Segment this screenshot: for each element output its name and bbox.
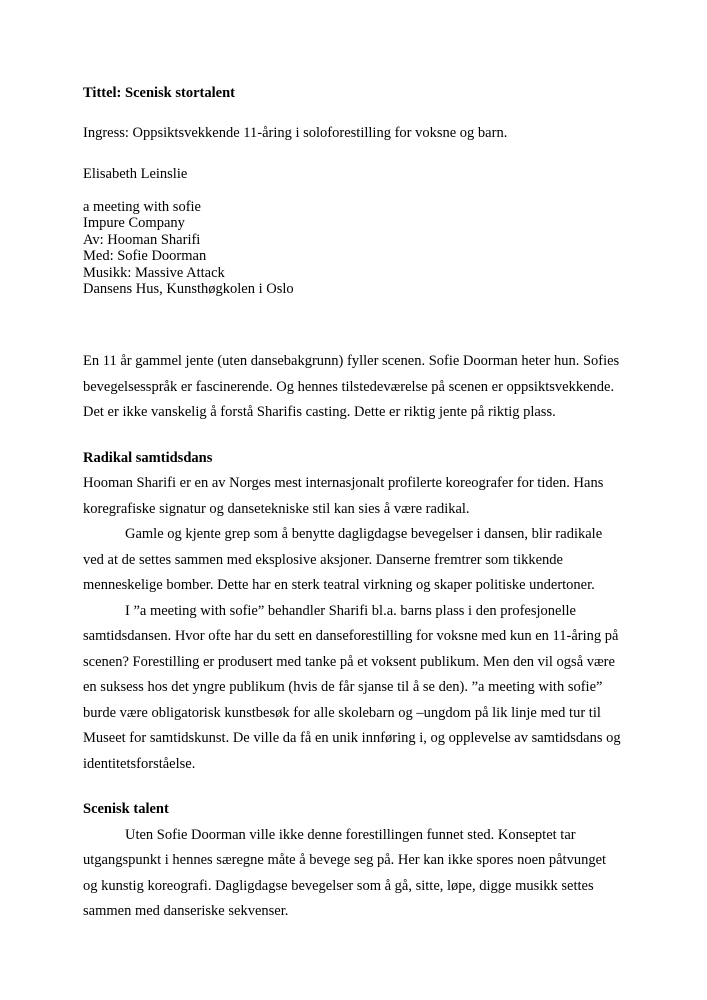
- credit-line-choreographer: Av: Hooman Sharifi: [83, 231, 201, 248]
- paragraph: Gamle og kjente grep som å benytte dagligdagse bevegelser i dansen, blir radikale ved at de settes sammen med eksplosive aksjoner. Danserne fremtrer som tikkende menneskelige bomber. Dette har en sterk teatral virkning og skaper politiske undertoner.: [83, 526, 603, 594]
- document-title: Tittel: Scenisk stortalent: [83, 85, 235, 101]
- credit-line-music: Musikk: Massive Attack: [83, 264, 225, 281]
- author-byline: Elisabeth Leinslie: [83, 166, 188, 182]
- credits-block: [83, 199, 623, 297]
- section-heading-scenisk-talent: Scenisk talent: [83, 801, 169, 818]
- credit-line-production-title: a meeting with sofie: [83, 199, 201, 215]
- credit-line-performer: Med: Sofie Doorman: [83, 248, 207, 265]
- paragraph: Uten Sofie Doorman ville ikke denne forestillingen funnet sted. Konseptet tar utgangspunkt i hennes særegne måte å bevege seg på. Her kan ikke spores noen påtvunget og kunstig koreografi. Dagligdagse bevegelser som å gå, sitte, løpe, digge musikk settes sammen med danseriske sekvenser.: [83, 826, 607, 920]
- credit-line-company: Impure Company: [83, 215, 185, 232]
- ingress-line: Ingress: Oppsiktsvekkende 11-åring i soloforestilling for voksne og barn.: [83, 125, 508, 141]
- paragraph: Hooman Sharifi er en av Norges mest internasjonalt profilerte koreografer for tiden. Hans koregrafiske signatur og dansetekniske stil kan sies å være radikal.: [83, 475, 604, 517]
- lead-paragraph: En 11 år gammel jente (uten dansebakgrunn) fyller scenen. Sofie Doorman heter hun. Sofies bevegelsesspråk er fascinerende. Og hennes tilstedeværelse på scenen er oppsiktsvekkende. Det er ikke vanskelig å forstå Sharifis casting. Dette er riktig jente på riktig plass.: [83, 353, 620, 421]
- paragraph: I ”a meeting with sofie” behandler Sharifi bl.a. barns plass i den profesjonelle samtidsdansen. Hvor ofte har du sett en danseforestilling for voksne med kun en 11-åring på scenen? Forestilling er produsert med tanke på et voksent publikum. Men den vil også være en suksess hos det yngre publikum (hvis de får sjanse til å se den). ”a meeting with sofie” burde være obligatorisk kunstbesøk for alle skolebarn og –ungdom på lik linje med tur til Museet for samtidskunst. De ville da få en unik innføring i, og opplevelse av samtidsdans og identitetsforståelse.: [83, 602, 621, 772]
- section-heading-radikal-samtidsdans: Radikal samtidsdans: [83, 449, 213, 466]
- credit-line-venue: Dansens Hus, Kunsthøgkolen i Oslo: [83, 281, 294, 298]
